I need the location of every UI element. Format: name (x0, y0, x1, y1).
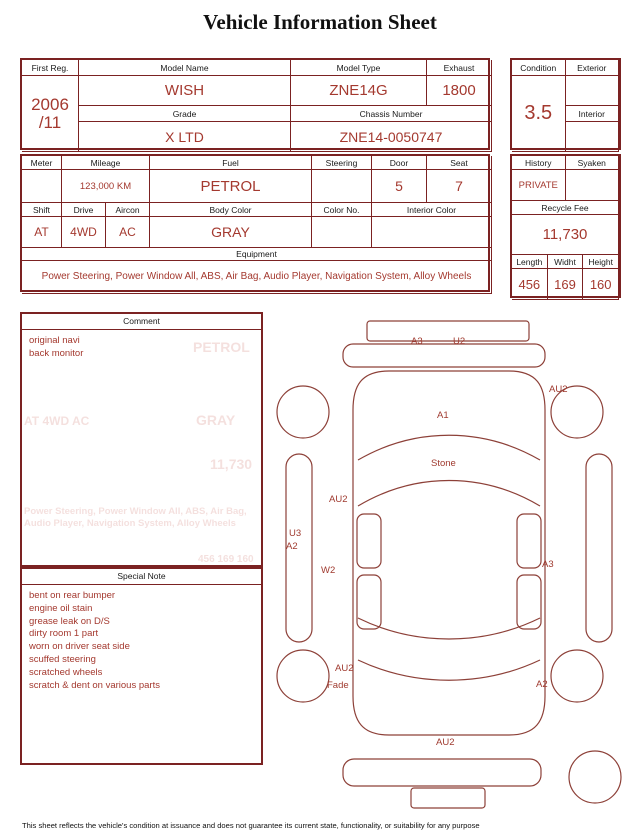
damage-label: A2 (536, 679, 548, 690)
special-note-content (22, 585, 261, 698)
exhaust-label: Exhaust (427, 60, 492, 76)
condition-value: 3.5 (512, 76, 566, 152)
length-label: Length (512, 255, 548, 269)
width-value: 169 (548, 269, 584, 300)
special-note-item: worn on driver seat side (29, 641, 130, 653)
interior-color-label: Interior Color (372, 203, 492, 217)
first-reg-label: First Reg. (22, 60, 79, 76)
damage-label: AU2 (335, 663, 354, 674)
ghost-text: 11,730 (210, 456, 253, 472)
chassis-number-label: Chassis Number (291, 106, 492, 122)
shift-label: Shift (22, 203, 62, 217)
drive-value: 4WD (62, 217, 106, 248)
condition-table (510, 58, 621, 150)
grade-value: X LTD (79, 122, 291, 152)
special-note-item: dirty room 1 part (29, 628, 99, 640)
damage-label: A1 (437, 410, 449, 421)
damage-label: U2 (453, 336, 466, 347)
door-label: Door (372, 156, 427, 170)
special-note-box (20, 567, 263, 765)
history-fee-table (510, 154, 621, 298)
exterior-label: Exterior (566, 60, 620, 76)
color-no-label: Color No. (312, 203, 372, 217)
model-type-label: Model Type (291, 60, 427, 76)
special-note-item: scuffed steering (29, 654, 96, 666)
damage-label: U3 (289, 528, 302, 539)
damage-label: Stone (431, 458, 456, 469)
steering-label: Steering (312, 156, 372, 170)
recycle-fee-value: 11,730 (512, 215, 619, 255)
first-reg-month: /11 (38, 112, 62, 132)
length-value: 456 (512, 269, 548, 300)
comment-line: original navi (29, 335, 80, 346)
meter-label: Meter (22, 156, 62, 170)
meter-value (22, 170, 62, 203)
comment-line: back monitor (29, 347, 84, 359)
special-note-item: engine oil stain (29, 602, 93, 614)
aircon-label: Aircon (106, 203, 150, 217)
damage-label: A2 (286, 541, 298, 552)
mileage-label: Mileage (62, 156, 150, 170)
damage-label: A3 (542, 559, 554, 570)
first-reg-year: 2006 (31, 95, 69, 115)
comment-header: Comment (22, 314, 261, 330)
first-reg-value (22, 76, 79, 152)
damage-label: W2 (321, 565, 336, 576)
damage-label: Fade (327, 680, 349, 691)
body-color-label: Body Color (150, 203, 312, 217)
model-name-label: Model Name (79, 60, 291, 76)
ghost-text: PETROL (193, 339, 250, 355)
damage-label: AU2 (549, 384, 568, 395)
ghost-text: GRAY (196, 412, 236, 428)
width-label: Widht (548, 255, 584, 269)
fuel-value: PETROL (150, 170, 312, 203)
specs-table (20, 154, 490, 292)
drive-label: Drive (62, 203, 106, 217)
condition-label: Condition (512, 60, 566, 76)
damage-label: AU2 (436, 737, 455, 748)
history-label: History (512, 156, 566, 170)
recycle-fee-label: Recycle Fee (512, 201, 619, 215)
syaken-label: Syaken (566, 156, 620, 170)
height-label: Height (583, 255, 619, 269)
model-type-value: ZNE14G (291, 76, 427, 106)
special-note-header: Special Note (22, 569, 261, 585)
registration-model-table (20, 58, 490, 150)
interior-label: Interior (566, 106, 620, 122)
height-value: 160 (583, 269, 619, 300)
damage-label: AU2 (329, 494, 348, 505)
equipment-label: Equipment (22, 248, 492, 261)
ghost-text: AT 4WD AC (24, 414, 90, 428)
steering-value (312, 170, 372, 203)
interior-value (566, 122, 620, 152)
chassis-number-value: ZNE14-0050747 (291, 122, 492, 152)
body-color-value: GRAY (150, 217, 312, 248)
page-title: Vehicle Information Sheet (203, 10, 437, 34)
equipment-value: Power Steering, Power Window All, ABS, Air Bag, Audio Player, Navigation System, Alloy Wheels (22, 261, 492, 294)
interior-color-value (372, 217, 492, 248)
syaken-value (566, 170, 620, 201)
seat-value: 7 (427, 170, 492, 203)
ghost-text: Power Steering, Power Window All, ABS, Air Bag, Audio Player, Navigation System, Alloy Wheels (24, 506, 247, 530)
special-note-item: scratched wheels (29, 666, 103, 678)
grade-label: Grade (79, 106, 291, 122)
mileage-value: 123,000 KM (62, 170, 150, 203)
shift-value: AT (22, 217, 62, 248)
special-note-item: scratch & dent on various parts (29, 679, 160, 691)
exhaust-value: 1800 (427, 76, 492, 106)
fuel-label: Fuel (150, 156, 312, 170)
aircon-value: AC (106, 217, 150, 248)
history-value: PRIVATE (512, 170, 566, 201)
exterior-value (566, 76, 620, 106)
car-damage-diagram (265, 308, 635, 818)
seat-label: Seat (427, 156, 492, 170)
door-value: 5 (372, 170, 427, 203)
special-note-item: grease leak on D/S (29, 615, 110, 627)
special-note-item: bent on rear bumper (29, 590, 116, 601)
ghost-text: 456 169 160 (198, 554, 254, 565)
damage-label: A3 (411, 336, 423, 347)
model-name-value: WISH (79, 76, 291, 106)
disclaimer-text: This sheet reflects the vehicle's condition at issuance and does not guarantee its current state, functionality, or suitability for any purpose (22, 821, 480, 830)
color-no-value (312, 217, 372, 248)
